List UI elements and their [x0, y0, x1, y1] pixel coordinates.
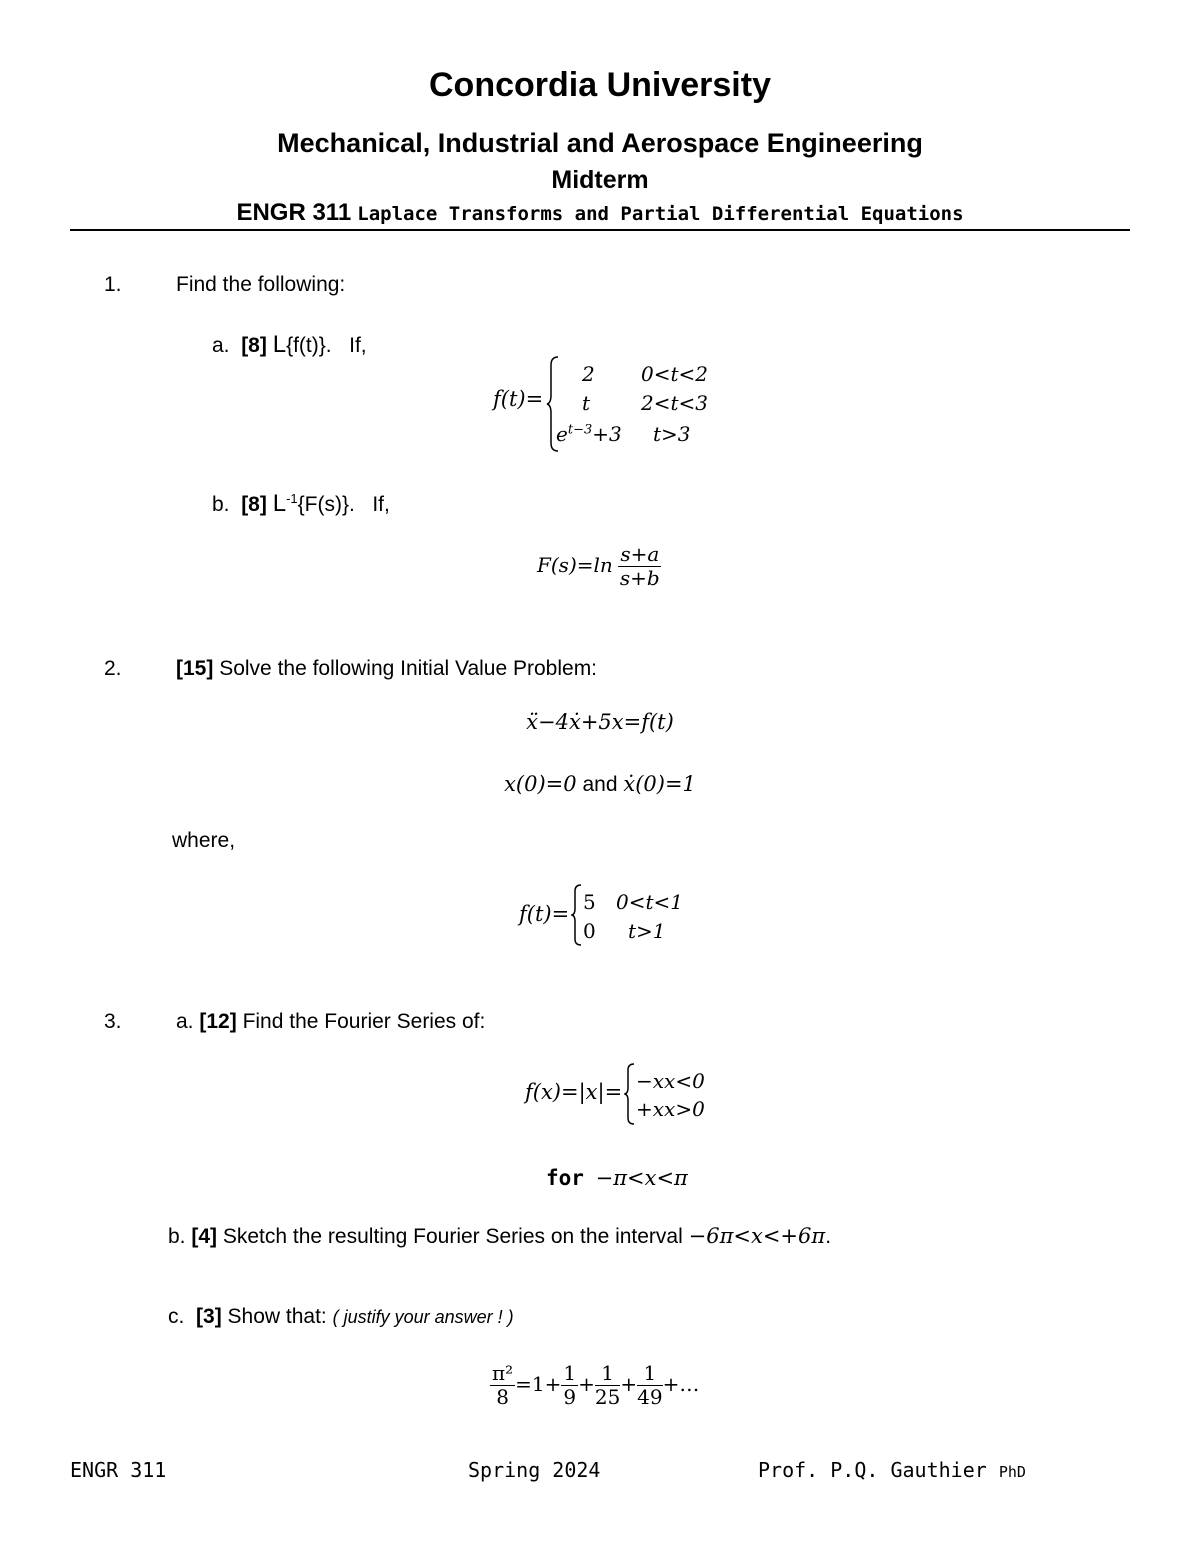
q3a-prompt: Find the Fourier Series of:	[242, 1010, 486, 1033]
q3a-case2	[636, 1097, 705, 1121]
q3c-prompt: Show that:	[227, 1305, 327, 1328]
q1a-points: [8]	[241, 334, 267, 357]
q3c-term-2	[595, 1362, 620, 1409]
q3c-term-1-num: 1	[563, 1361, 577, 1385]
q3c-lhs-num: π²	[492, 1361, 514, 1385]
q3a-points: [12]	[199, 1010, 237, 1033]
q3a-case2-cond: x>0	[664, 1097, 705, 1121]
q2-case2-expr: 0	[583, 919, 596, 943]
q1a-if: If,	[349, 334, 367, 357]
university-title: Concordia University	[429, 66, 771, 104]
q2-case1-cond: 0<t<1	[616, 890, 684, 914]
q1b-num: s+a	[620, 542, 660, 566]
q3a-case1	[636, 1069, 705, 1093]
q2-prompt-line	[176, 657, 597, 681]
q3b-interval: −6π<x<+6π	[688, 1224, 826, 1248]
q3c-term-3-num: 1	[637, 1362, 662, 1386]
q1b-op: L	[272, 490, 287, 517]
q3b-line	[168, 1224, 831, 1249]
q1a-line	[212, 331, 367, 359]
q3b-prompt: Sketch the resulting Fourier Series on the interval	[222, 1225, 683, 1248]
q1-number: 1.	[104, 273, 122, 296]
q3a-case1-expr: −x	[636, 1069, 665, 1093]
q1b-line	[212, 490, 390, 518]
q1a-op: L	[272, 331, 287, 358]
q2-case1-expr: 5	[583, 890, 596, 914]
q3b-end: .	[825, 1225, 832, 1248]
q1a-case3-cond: t>3	[653, 422, 691, 446]
footer-instructor-suffix: PhD	[998, 1463, 1026, 1481]
q1-prompt: Find the following:	[176, 273, 346, 296]
q1b-lhs: F(s)=ln	[537, 552, 613, 577]
q1a-case2-expr: t	[582, 391, 591, 415]
q3a-case2-expr: +x	[636, 1097, 665, 1121]
footer-course: ENGR 311	[70, 1458, 167, 1482]
q2-number: 2.	[104, 657, 122, 680]
q2-case2-cond: t>1	[628, 919, 666, 943]
q3c-line	[168, 1305, 514, 1329]
q2-where: where,	[172, 829, 236, 852]
q3c-note: ( justify your answer ! )	[332, 1307, 514, 1327]
q3b-label: b.	[168, 1225, 186, 1248]
q2-lhs: f(t)=	[519, 902, 570, 926]
q2-ic-right: ẋ(0)=1	[623, 772, 696, 796]
q1b-arg: {F(s)}.	[297, 493, 355, 516]
q2-prompt: Solve the following Initial Value Problem:	[219, 657, 598, 680]
q3c-eq: =1+	[515, 1372, 562, 1396]
q1a-case1-cond: 0<t<2	[641, 362, 709, 386]
q1b-points: [8]	[241, 493, 267, 516]
q3a-label: a.	[176, 1010, 194, 1033]
q3a-range-line	[546, 1166, 688, 1191]
q2-equation: ẍ−4ẋ+5x=f(t)	[526, 710, 674, 734]
q1a-case2-cond: 2<t<3	[641, 391, 709, 415]
footer-instructor-name: Prof. P.Q. Gauthier	[758, 1458, 987, 1482]
q3a-case1-cond: x<0	[664, 1069, 705, 1093]
q2-brace	[571, 883, 583, 947]
q3c-term-1-den: 9	[563, 1385, 577, 1409]
q2-points: [15]	[176, 657, 214, 680]
q3c-lhs-fraction	[490, 1362, 515, 1409]
header-rule	[70, 229, 1130, 231]
q3-number: 3.	[104, 1010, 122, 1033]
department-title: Mechanical, Industrial and Aerospace Engineering	[277, 128, 923, 158]
course-code: ENGR 311	[236, 199, 352, 226]
q3c-tail: +…	[662, 1372, 700, 1396]
q2-initial-conditions	[0, 772, 1200, 797]
q3b-points: [4]	[191, 1225, 218, 1248]
q1a-case1-expr: 2	[582, 362, 595, 386]
course-name: Laplace Transforms and Partial Differential Equations	[357, 203, 964, 225]
q1b-if: If,	[372, 493, 390, 516]
q3c-series: $\frac{\text{π²}}{8}$ =1+ $\frac{1}{9}$ + $\frac{1}{25}$ + $\frac{1}{49}$ +…	[492, 1361, 700, 1409]
q3c-term-3	[637, 1362, 662, 1409]
footer-instructor	[758, 1458, 1026, 1482]
q1a-case3-expr: $e^{t-3}+3$	[556, 422, 622, 446]
q2-ic-and: and	[582, 773, 618, 796]
q1b-fraction	[618, 543, 661, 590]
q3c-term-2-num: 1	[595, 1362, 620, 1386]
course-title	[0, 199, 1200, 227]
exam-title: Midterm	[551, 166, 649, 194]
q3a-for: for	[546, 1166, 584, 1190]
q3c-term-1	[561, 1362, 578, 1409]
q3c-points: [3]	[196, 1305, 222, 1328]
q3c-term-3-den: 49	[637, 1385, 663, 1409]
q1b-den: s+b	[619, 566, 660, 590]
q1b-sup: -1	[286, 491, 298, 506]
q3a-range: −π<x<π	[595, 1166, 688, 1190]
q3c-label: c.	[168, 1305, 185, 1328]
q3a-brace	[624, 1062, 636, 1126]
q3c-lhs-den: 8	[496, 1385, 509, 1409]
q1a-arg: {f(t)}.	[286, 334, 332, 357]
q3a-line	[176, 1010, 485, 1034]
q1b-label: b.	[212, 493, 230, 516]
q3c-term-2-den: 25	[594, 1385, 621, 1409]
q1a-lhs: f(t)=	[493, 387, 544, 411]
q3a-lhs: f(x)=|x|=	[525, 1080, 623, 1104]
footer-term: Spring 2024	[468, 1458, 601, 1482]
q1b-equation	[537, 543, 661, 590]
q1a-label: a.	[212, 334, 230, 357]
q2-ic-left: x(0)=0	[504, 772, 577, 796]
